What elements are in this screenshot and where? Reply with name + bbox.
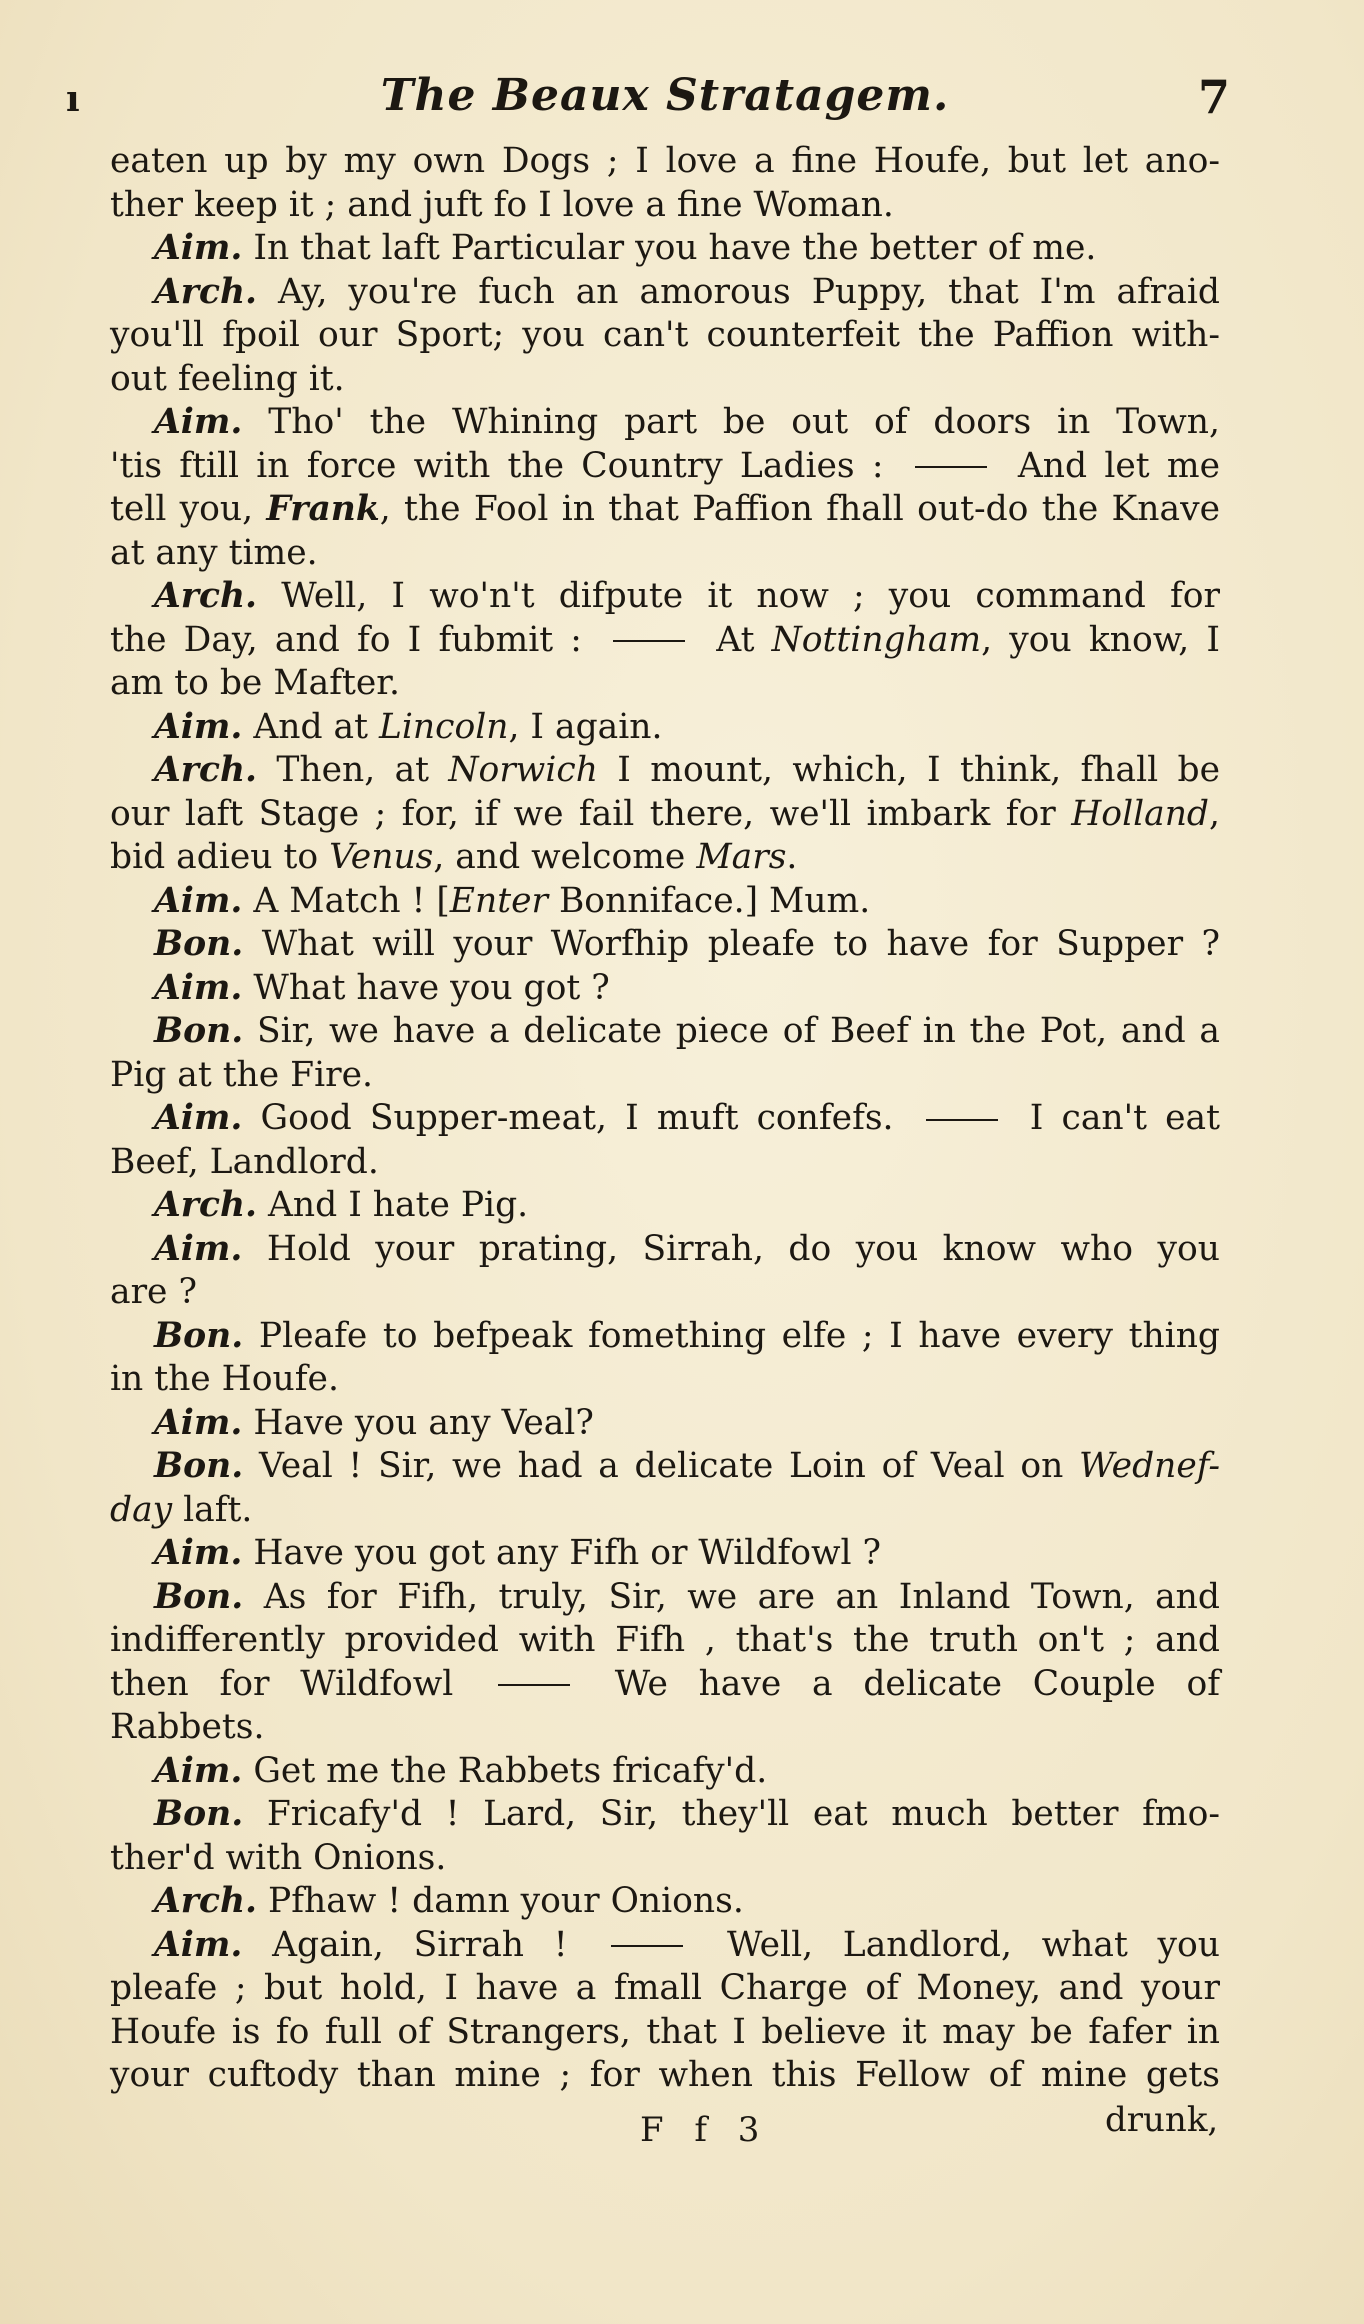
speaker-name: Aim.: [154, 1098, 243, 1138]
speaker-name: Aim.: [154, 1533, 243, 1573]
speaker-name: Bon.: [154, 1446, 244, 1486]
line-text: our laft Stage ; for, if we fail there, we'll imbark for: [110, 793, 1072, 834]
speaker-name: Arch.: [154, 750, 258, 790]
line-text: then for Wildfowl: [110, 1663, 485, 1704]
text-line: [110, 1837, 1220, 1881]
text-line: [110, 314, 1220, 358]
line-text: Hold your prating, Sirrah, do you know who you: [242, 1228, 1220, 1269]
italic-text: Wednef-: [1079, 1446, 1220, 1486]
line-text: you'll fpoil our Sport; you can't counterfeit the Paffion with-: [110, 315, 1220, 355]
text-line: [110, 1184, 1220, 1228]
line-text: out feeling it.: [110, 358, 345, 399]
line-text: Bonniface.] Mum.: [547, 880, 871, 921]
text-line: [110, 1880, 1220, 1924]
line-text: indifferently provided with Fifh , that's the truth on't ; and: [110, 1620, 1220, 1660]
text-line: [110, 836, 1220, 880]
line-text: am to be Mafter.: [110, 663, 400, 703]
em-dash-rule: [498, 1684, 570, 1686]
speaker-name: Aim.: [154, 402, 243, 442]
line-text: , you know, I: [981, 619, 1220, 660]
line-text: Have you any Veal?: [242, 1402, 594, 1443]
text-line: [110, 662, 1220, 706]
text-line: [110, 184, 1220, 228]
speaker-name: Aim.: [154, 1228, 243, 1269]
line-text: laft.: [172, 1489, 253, 1530]
speaker-name: Aim.: [154, 880, 243, 921]
speaker-name: Aim.: [154, 1402, 243, 1443]
line-text: Have you got any Fifh or Wildfowl ?: [242, 1533, 881, 1573]
line-text: Well, Landlord, what you: [697, 1924, 1220, 1965]
line-text: I mount, which, I think, fhall be: [597, 750, 1220, 790]
em-dash-rule: [613, 640, 685, 642]
speaker-name: Bon.: [154, 1794, 244, 1834]
text-line: [110, 1924, 1220, 1968]
line-text: And I hate Pig.: [257, 1185, 529, 1225]
text-line: [110, 880, 1220, 924]
text-line: [110, 1445, 1220, 1489]
line-text: We have a delicate Couple of: [584, 1663, 1220, 1704]
text-line: [110, 1532, 1220, 1576]
line-text: .: [786, 837, 798, 877]
line-text: tell you,: [110, 489, 267, 529]
line-text: bid adieu to: [110, 837, 330, 877]
text-line: [110, 1054, 1220, 1098]
text-line: [110, 619, 1220, 663]
line-text: At: [699, 619, 772, 660]
text-line: [110, 1576, 1220, 1620]
line-text: Well, I wo'n't difpute it now ; you command for: [257, 576, 1220, 616]
line-text: In that laft Particular you have the better of me.: [242, 228, 1097, 268]
line-text: And at: [242, 706, 379, 747]
speaker-name: Arch.: [154, 576, 258, 616]
speaker-name: Bon.: [154, 1315, 244, 1356]
text-line: [110, 227, 1220, 271]
text-line: [110, 1402, 1220, 1446]
catchword: drunk,: [1105, 2100, 1219, 2140]
text-line: [110, 445, 1220, 489]
text-line: [110, 1315, 1220, 1359]
speaker-name: Aim.: [154, 706, 243, 747]
line-text: A Match ! [: [242, 880, 450, 921]
page-number: 7: [1197, 70, 1230, 124]
speaker-name: Aim.: [154, 967, 243, 1008]
text-line: [110, 2054, 1220, 2098]
line-text: What will your Worfhip pleafe to have for Supper ?: [243, 924, 1220, 964]
line-text: I can't eat: [1011, 1098, 1220, 1138]
line-text: Pleafe to befpeak fomething elfe ; I have every thing: [243, 1315, 1220, 1356]
running-title: The Beaux Stratagem.: [380, 70, 950, 121]
line-text: , and welcome: [433, 837, 697, 877]
text-line: [110, 793, 1220, 837]
line-text: eaten up by my own Dogs ; I love a fine Houfe, but let ano-: [110, 141, 1220, 181]
text-line: [110, 271, 1220, 315]
text-line: [110, 1228, 1220, 1272]
text-line: [110, 532, 1220, 576]
italic-text: day: [110, 1489, 173, 1530]
play-text: [110, 140, 1220, 2098]
italic-text: Norwich: [448, 750, 598, 790]
text-line: [110, 1097, 1220, 1141]
text-line: [110, 706, 1220, 750]
line-text: Again, Sirrah !: [242, 1924, 598, 1965]
text-line: [110, 1706, 1220, 1750]
line-text: , I again.: [508, 706, 663, 747]
line-text: Ay, you're fuch an amorous Puppy, that I'm afraid: [257, 271, 1220, 312]
speaker-name: Aim.: [154, 228, 243, 268]
text-line: [110, 1010, 1220, 1054]
text-line: [110, 1619, 1220, 1663]
speaker-name: Arch.: [154, 1185, 258, 1225]
text-line: [110, 1750, 1220, 1794]
speaker-name: Bon.: [154, 1576, 244, 1617]
line-text: are ?: [110, 1272, 197, 1312]
italic-text: Venus: [329, 837, 434, 877]
speaker-name: Aim.: [154, 1750, 243, 1791]
italic-text: Enter: [449, 880, 548, 921]
line-text: Tho' the Whining part be out of doors in Town,: [242, 402, 1220, 442]
text-line: [110, 1141, 1220, 1185]
italic-text: Nottingham: [771, 619, 982, 660]
text-line: [110, 140, 1220, 184]
line-text: As for Fifh, truly, Sir, we are an Inland Town, and: [243, 1576, 1220, 1617]
em-dash-rule: [926, 1119, 998, 1121]
signature-mark: F f 3: [640, 2110, 770, 2150]
line-text: Rabbets.: [110, 1707, 265, 1747]
line-text: Sir, we have a delicate piece of Beef in the Pot, and a: [243, 1011, 1220, 1051]
italic-text: Lincoln: [378, 706, 509, 747]
line-text: pleafe ; but hold, I have a fmall Charge of Money, and your: [110, 1968, 1220, 2008]
line-text: Veal ! Sir, we had a delicate Loin of Veal on: [243, 1446, 1080, 1486]
speaker-name: Bon.: [154, 924, 244, 964]
text-line: [110, 1793, 1220, 1837]
line-text: , the Fool in that Paffion fhall out-do the Knave: [379, 489, 1221, 529]
speaker-name: Arch.: [154, 1881, 258, 1921]
speaker-name: Frank: [266, 489, 380, 529]
line-text: What have you got ?: [242, 967, 610, 1008]
text-line: [110, 1967, 1220, 2011]
speaker-name: Arch.: [154, 271, 258, 312]
line-text: the Day, and fo I fubmit :: [110, 619, 600, 660]
text-line: [110, 1489, 1220, 1533]
text-line: [110, 575, 1220, 619]
line-text: your cuftody than mine ; for when this Fellow of mine gets: [110, 2055, 1220, 2095]
line-text: Good Supper-meat, I muft confefs.: [242, 1098, 912, 1138]
text-line: [110, 1663, 1220, 1707]
italic-text: Holland: [1071, 793, 1210, 834]
line-text: Pig at the Fire.: [110, 1054, 374, 1095]
page-footer: [0, 2100, 1364, 2170]
speaker-name: Aim.: [154, 1924, 243, 1965]
speaker-name: Bon.: [154, 1011, 244, 1051]
line-text: Fricafy'd ! Lard, Sir, they'll eat much better fmo-: [243, 1794, 1220, 1834]
line-text: Beef, Landlord.: [110, 1141, 379, 1182]
text-line: [110, 358, 1220, 402]
line-text: ther keep it ; and juft fo I love a fine Woman.: [110, 184, 894, 225]
text-line: [110, 401, 1220, 445]
line-text: Pfhaw ! damn your Onions.: [257, 1881, 744, 1921]
text-line: [110, 1271, 1220, 1315]
text-line: [110, 2011, 1220, 2055]
em-dash-rule: [611, 1945, 683, 1947]
line-text: in the Houfe.: [110, 1359, 339, 1399]
line-text: ,: [1209, 793, 1220, 834]
text-line: [110, 967, 1220, 1011]
line-text: at any time.: [110, 532, 318, 573]
line-text: ther'd with Onions.: [110, 1837, 447, 1878]
line-text: Houfe is fo full of Strangers, that I believe it may be fafer in: [110, 2011, 1220, 2052]
running-header: [66, 70, 1230, 130]
line-text: Get me the Rabbets fricafy'd.: [242, 1750, 768, 1791]
header-mark: ı: [66, 78, 80, 120]
line-text: And let me: [1000, 445, 1220, 486]
text-line: [110, 1358, 1220, 1402]
line-text: 'tis ftill in force with the Country Ladies :: [110, 445, 901, 486]
text-line: [110, 488, 1220, 532]
text-line: [110, 923, 1220, 967]
em-dash-rule: [915, 466, 987, 468]
text-line: [110, 749, 1220, 793]
line-text: Then, at: [257, 750, 449, 790]
italic-text: Mars: [696, 837, 787, 877]
